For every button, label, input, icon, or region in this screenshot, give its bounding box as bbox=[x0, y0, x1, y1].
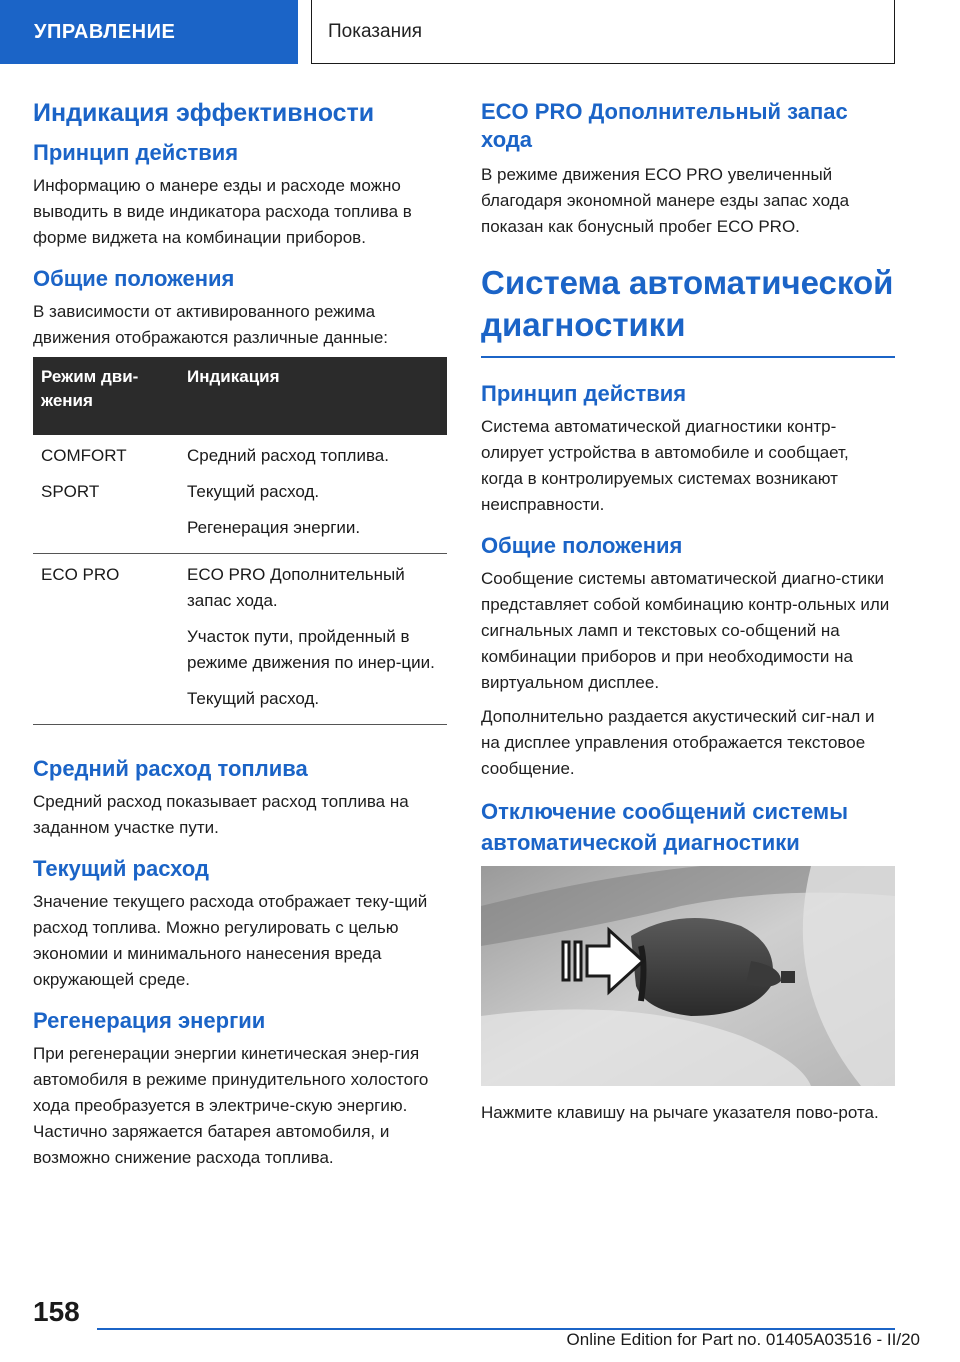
text-regeneration: При регенерации энергии кинетическая энер-гия автомобиля в режиме принудительного холостого хода преобразуется в электриче-скую энергию. Частично заряжается батарея автомобиля, и возможно снижение расхода топлива. bbox=[33, 1044, 429, 1167]
mode-eco-pro: ECO PRO bbox=[41, 565, 120, 584]
heading-general: Общие положения bbox=[33, 266, 235, 291]
indication-item: Регенерация энергии. bbox=[187, 518, 361, 537]
heading-regeneration: Регенерация энергии bbox=[33, 1008, 266, 1033]
turn-signal-lever-image bbox=[481, 866, 895, 1086]
mode-comfort: COMFORT bbox=[41, 446, 127, 465]
text-general-right-2: Дополнительно раздается акустический сиг-нал и на дисплее управления отображается текстовое сообщение. bbox=[481, 706, 875, 778]
heading-current: Текущий расход bbox=[33, 856, 209, 881]
right-column bbox=[481, 98, 895, 1140]
table-header-mode: Режим дви-жения bbox=[33, 357, 179, 435]
table-header-row bbox=[33, 357, 447, 435]
table-cell-indication bbox=[179, 554, 447, 725]
heading-principle-right: Принцип действия bbox=[481, 380, 687, 406]
heading-disable: Отключение сообщений системы автоматической диагностики bbox=[481, 798, 848, 855]
indication-item: Текущий расход. bbox=[187, 482, 320, 501]
section-title: Показания bbox=[311, 0, 895, 64]
table-cell-mode bbox=[33, 435, 179, 554]
section-divider bbox=[481, 356, 895, 358]
footer-edition: Online Edition for Part no. 01405A03516 - II/20 bbox=[566, 1330, 920, 1349]
indication-item: ECO PRO Дополнительный запас хода. bbox=[187, 565, 405, 610]
left-column bbox=[33, 98, 447, 1185]
table-header-indication: Индикация bbox=[179, 357, 447, 435]
heading-general-right: Общие положения bbox=[481, 532, 683, 558]
text-general-right-1: Сообщение системы автоматической диагно-стики представляет собой комбинацию контр-ольных или сигнальных ламп и текстовых со-общений на комбинации приборов и при необходимости на виртуальном дисплее. bbox=[481, 568, 890, 692]
table-cell-indication bbox=[179, 435, 447, 554]
mode-sport: SPORT bbox=[41, 482, 100, 501]
text-general: В зависимости от активированного режима движения отображаются различные данные: bbox=[33, 302, 389, 347]
page-number: 158 bbox=[33, 1296, 80, 1327]
indication-item: Текущий расход. bbox=[187, 689, 320, 708]
text-principle: Информацию о манере езды и расходе можно выводить в виде индикатора расхода топлива в форме виджета на комбинации приборов. bbox=[33, 176, 412, 247]
text-average: Средний расход показывает расход топлива на заданном участке пути. bbox=[33, 792, 409, 837]
table-cell-mode bbox=[33, 554, 179, 725]
indication-item: Средний расход топлива. bbox=[187, 446, 389, 465]
heading-diagnosis: Система автоматической диагностики bbox=[481, 264, 894, 343]
heading-principle: Принцип действия bbox=[33, 140, 239, 165]
text-current: Значение текущего расхода отображает теку-щий расход топлива. Можно регулировать с целью экономии и минимального нанесения вреда окружающей среде. bbox=[33, 892, 428, 989]
indication-item: Участок пути, пройденный в режиме движения по инер-ции. bbox=[187, 627, 435, 672]
modes-table bbox=[33, 357, 447, 725]
image-caption: Нажмите клавишу на рычаге указателя пово-рота. bbox=[481, 1102, 879, 1122]
table-row bbox=[33, 435, 447, 554]
text-principle-right: Система автоматической диагностики контр-олирует устройства в автомобиле и сообщает, когда в контролируемых системах возникают неисправности. bbox=[481, 416, 849, 514]
heading-eco-pro: ECO PRO Дополнительный запас хода bbox=[481, 99, 848, 152]
text-eco-pro: В режиме движения ECO PRO увеличенный благодаря экономной манере езды запас хода показан как бонусный пробег ECO PRO. bbox=[481, 165, 850, 236]
heading-average: Средний расход топлива bbox=[33, 756, 308, 781]
table-row bbox=[33, 554, 447, 725]
chapter-tab: УПРАВЛЕНИЕ bbox=[0, 0, 298, 64]
heading-efficiency: Индикация эффективности bbox=[33, 99, 375, 127]
